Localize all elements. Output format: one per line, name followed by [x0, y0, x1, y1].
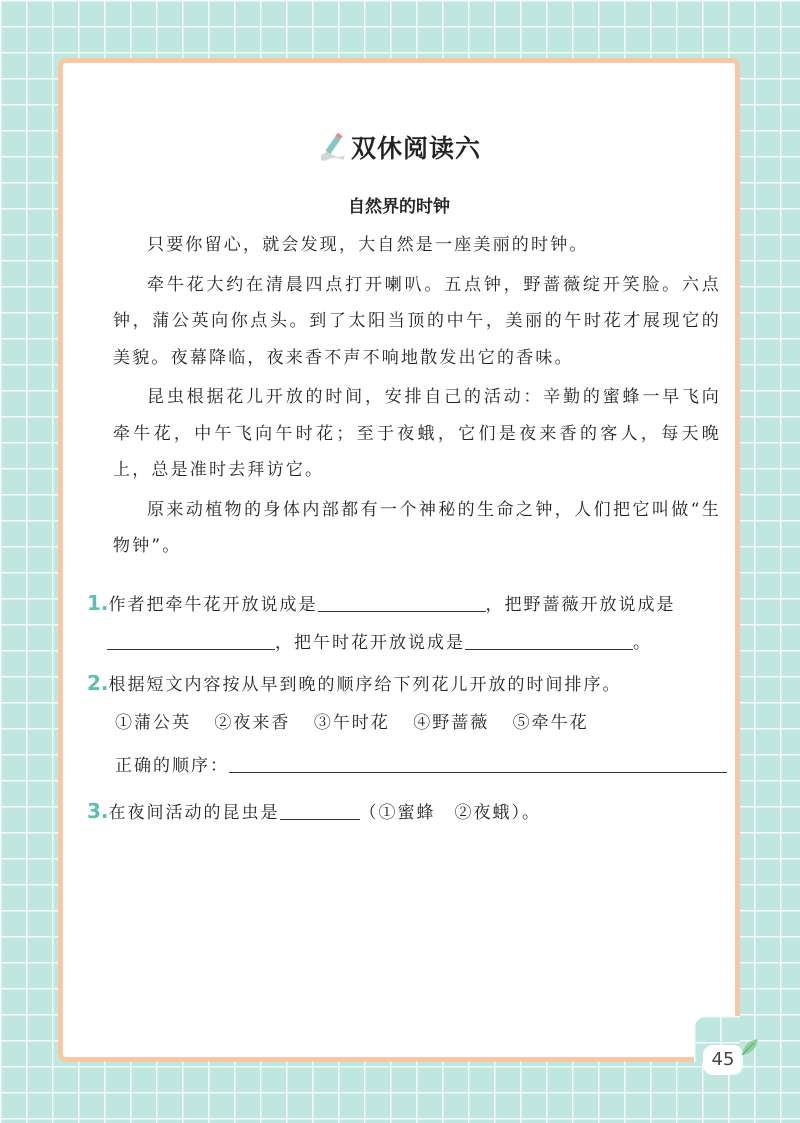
answer-label: 正确的顺序：	[115, 756, 229, 776]
question-1	[87, 584, 707, 662]
article-body	[113, 227, 721, 568]
question-2	[87, 668, 707, 700]
worksheet-title	[63, 129, 735, 165]
question-1-number: 1.	[87, 591, 109, 615]
question-3-text-b: （①蜜蜂 ②夜蛾）。	[359, 803, 542, 823]
question-3-text-a: 在夜间活动的昆虫是	[108, 803, 280, 823]
paragraph-3: 昆虫根据花儿开放的时间，安排自己的活动：辛勤的蜜蜂一早飞向牵牛花，中午飞向午时花；至于夜蛾，它们是夜来香的客人，每天晚上，总是准时去拜访它。	[113, 387, 721, 480]
option-2: ②夜来香	[214, 713, 291, 733]
worksheet-page	[58, 58, 740, 1062]
question-2-number: 2.	[87, 671, 109, 695]
option-1: ①蒲公英	[115, 713, 191, 733]
article-heading: 自然界的时钟	[348, 197, 450, 217]
option-5: ⑤牵牛花	[512, 713, 589, 733]
option-3: ③午时花	[313, 713, 390, 733]
title-text: 双休阅读六	[350, 134, 481, 163]
question-1-text-b: ，把野蔷薇开放说成是	[485, 595, 676, 615]
question-3	[87, 796, 707, 828]
pencil-paper-icon	[317, 133, 347, 163]
leaf-icon	[738, 1035, 762, 1059]
answer-blank-3[interactable]	[465, 631, 633, 650]
paragraph-1: 只要你留心，就会发现，大自然是一座美丽的时钟。	[147, 235, 589, 255]
paragraph-2: 牵牛花大约在清晨四点打开喇叭。五点钟，野蔷薇绽开笑脸。六点钟，蒲公英向你点头。到了太阳当顶的中午，美丽的午时花才展现它的美貌。夜幕降临，夜来香不声不响地散发出它的香味。	[113, 274, 721, 368]
option-4: ④野蔷薇	[413, 713, 490, 733]
question-1-text-d: 。	[633, 633, 652, 653]
question-3-number: 3.	[87, 799, 109, 823]
answer-blank-2[interactable]	[107, 631, 275, 650]
page-number: 45	[703, 1045, 743, 1075]
question-2-answer-row	[115, 751, 727, 776]
question-2-text: 根据短文内容按从早到晚的顺序给下列花儿开放的时间排序。	[108, 675, 622, 695]
answer-blank-insect[interactable]	[280, 801, 360, 820]
answer-blank-1[interactable]	[318, 593, 486, 612]
question-1-text-c: ，把午时花开放说成是	[275, 633, 465, 653]
paragraph-4: 原来动植物的身体内部都有一个神秘的生命之钟，人们把它叫做“生物钟”。	[113, 499, 721, 556]
question-1-text-a: 作者把牵牛花开放说成是	[108, 595, 318, 615]
question-2-options	[115, 708, 607, 733]
answer-blank-order[interactable]	[229, 754, 727, 773]
